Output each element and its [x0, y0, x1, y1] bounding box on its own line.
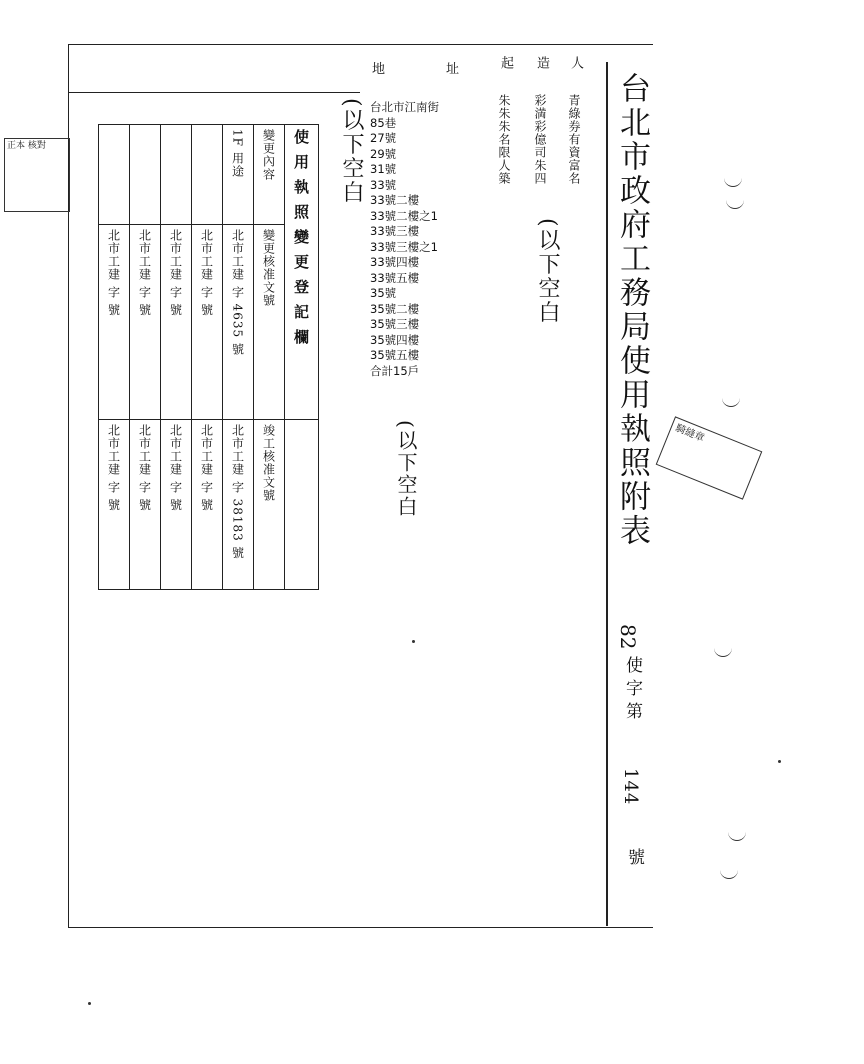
document-title: 台北市政府工務局使用執照附表: [614, 72, 650, 548]
scan-mark: [714, 648, 732, 657]
table-cell: [192, 225, 223, 420]
title-char: 執: [292, 179, 310, 204]
scan-speck: [778, 760, 781, 763]
table-cell: [161, 125, 192, 225]
table-cell: [223, 225, 254, 420]
usage-permit-change-table: [98, 124, 319, 590]
supervisor-header: 起: [498, 56, 513, 69]
approve-number: 北市工建 字 號: [106, 229, 121, 317]
table-cell: [223, 125, 254, 225]
address-line: 35號四樓: [370, 332, 420, 347]
table-cell: [130, 125, 161, 225]
approve-number: 北市工建 字 號: [199, 229, 214, 317]
address-line: 35號五樓: [370, 348, 420, 362]
scan-mark: [720, 870, 738, 879]
address-line: 33號三樓: [370, 224, 420, 238]
scan-speck: [412, 640, 415, 643]
seam-stamp: 騎縫章: [656, 416, 763, 499]
table-cell: [223, 420, 254, 590]
address-line: 85巷: [370, 115, 397, 130]
table-cell: [254, 225, 285, 420]
title-divider: [606, 62, 608, 926]
approve-number: 北市工建 字 4635 號: [230, 229, 245, 356]
table-cell: [130, 225, 161, 420]
table-title-cell: [285, 125, 319, 420]
address-line: 合計15戶: [370, 363, 420, 378]
table-cell: [99, 225, 130, 420]
title-char: 變: [292, 229, 310, 254]
blank-note-left: (以下空白: [339, 98, 364, 205]
table-cell: [99, 420, 130, 590]
table-cell: [254, 420, 285, 590]
title-char: 登: [292, 279, 310, 304]
table-cell: [161, 420, 192, 590]
table-cell: [161, 225, 192, 420]
address-line: 33號: [370, 177, 397, 192]
address-line: 31號: [370, 162, 397, 176]
finish-number: 北市工建 字 號: [106, 424, 121, 512]
approve-number: 北市工建 字 號: [137, 229, 152, 317]
title-char: 欄: [292, 329, 310, 354]
address-line: 33號二樓: [370, 193, 420, 207]
address-line: 29號: [370, 146, 397, 161]
title-char: 使: [292, 129, 310, 154]
approval-stamp: 正本 核對: [4, 138, 70, 212]
col-head-finish: 竣工核准文號: [261, 424, 276, 502]
address-line: 33號二樓之1: [370, 208, 438, 223]
address-line: 27號: [370, 131, 397, 145]
permit-word: 使字第: [622, 656, 642, 725]
table-cell: [192, 420, 223, 590]
table-title: [291, 129, 312, 354]
table-cell: [285, 420, 319, 590]
address-line: 33號五樓: [370, 270, 420, 285]
approve-number: 北市工建 字 號: [168, 229, 183, 317]
scan-mark: [724, 178, 742, 187]
title-char: 記: [292, 304, 310, 329]
address-line: 35號三樓: [370, 317, 420, 331]
address-header-1: 地: [372, 62, 386, 77]
scan-mark: [728, 832, 746, 841]
finish-number: 北市工建 字 38183 號: [230, 424, 245, 560]
blank-note-address: (以下空白: [394, 420, 418, 518]
builder-value: 彩満彩億司朱四: [533, 94, 547, 185]
finish-number: 北市工建 字 號: [199, 424, 214, 512]
change-content: 1F 用途: [230, 129, 245, 178]
scan-mark: [722, 398, 740, 407]
permit-year: 82: [616, 624, 640, 650]
finish-number: 北市工建 字 號: [137, 424, 152, 512]
address-line: 33號四樓: [370, 255, 420, 269]
supervisor-value: 朱朱朱名限人築: [497, 94, 511, 185]
table-cell: [254, 125, 285, 225]
scan-mark: [726, 200, 744, 209]
col-head-content: 變更內容: [261, 129, 276, 181]
owner-value: 青綠券有資富名: [567, 94, 581, 185]
table-cell: [130, 420, 161, 590]
title-char: 更: [292, 254, 310, 279]
blank-note-builder: (以下空白: [535, 218, 560, 325]
address-line: 35號: [370, 286, 397, 300]
table-cell: [99, 125, 130, 225]
col-head-approve: 變更核准文號: [261, 229, 276, 307]
permit-number: 144: [620, 768, 641, 806]
builder-header: 造: [534, 56, 549, 69]
scan-speck: [88, 1002, 91, 1005]
address-line: 35號二樓: [370, 301, 420, 316]
permit-suffix: 號: [624, 848, 644, 865]
title-char: 照: [292, 204, 310, 229]
header-rule: [68, 92, 360, 93]
address-list: [370, 100, 439, 379]
owner-header: 人: [568, 56, 583, 69]
address-line: 台北市江南街: [370, 100, 439, 114]
finish-number: 北市工建 字 號: [168, 424, 183, 512]
address-header-2: 址: [446, 62, 460, 77]
title-char: 用: [292, 154, 310, 179]
table-cell: [192, 125, 223, 225]
address-line: 33號三樓之1: [370, 239, 438, 254]
